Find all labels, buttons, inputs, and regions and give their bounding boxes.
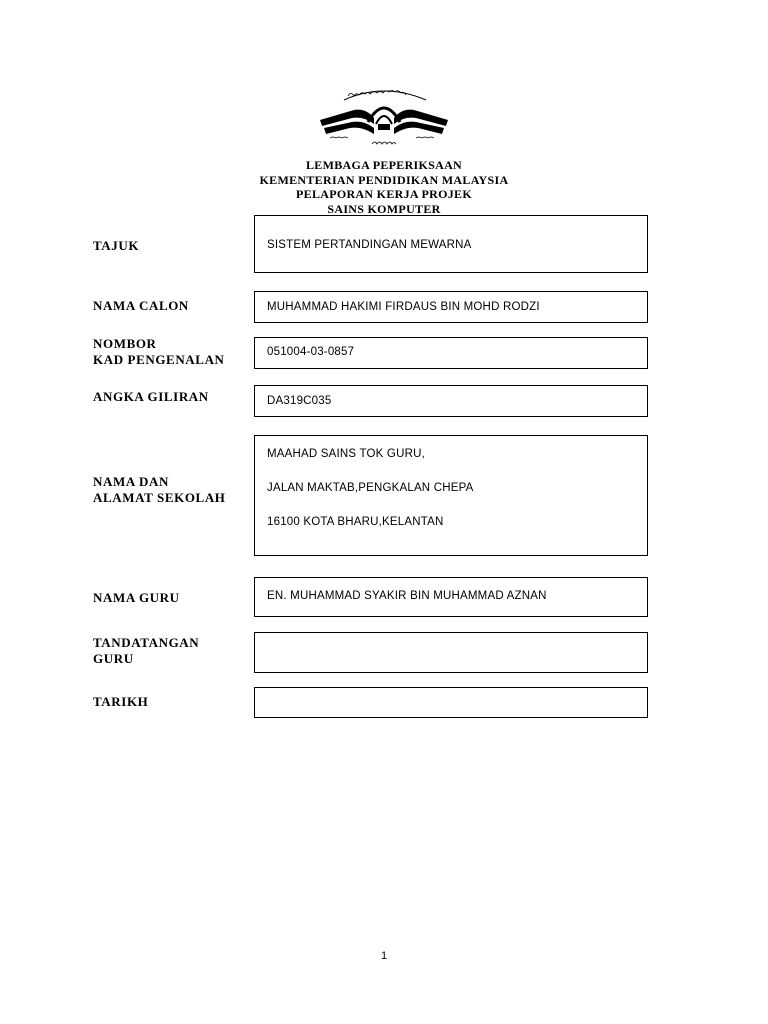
sekolah-label-line-1: NAMA DAN [93,474,169,489]
nombor-kp-field[interactable] [254,337,648,369]
nama-calon-value: MUHAMMAD HAKIMI FIRDAUS BIN MOHD RODZI [267,301,540,313]
page-number: 1 [380,950,388,962]
angka-giliran-field[interactable] [254,385,648,417]
angka-giliran-label: ANGKA GILIRAN [93,389,209,404]
sekolah-label [93,474,226,505]
nama-guru-label: NAMA GURU [93,590,180,605]
tajuk-label: TAJUK [93,238,140,253]
header-line-4: SAINS KOMPUTER [327,201,441,216]
nombor-kp-label-line-1: NOMBOR [93,336,157,351]
angka-giliran-value: DA319C035 [267,395,332,407]
tandatangan-guru-field[interactable] [254,632,648,673]
sekolah-address-line-3: 16100 KOTA BHARU,KELANTAN [267,516,444,528]
tajuk-value: SISTEM PERTANDINGAN MEWARNA [267,239,472,251]
header-line-3: PELAPORAN KERJA PROJEK [296,187,472,201]
lembaga-peperiksaan-emblem-logo [316,80,452,150]
sekolah-address-line-2: JALAN MAKTAB,PENGKALAN CHEPA [267,482,474,494]
sekolah-address-line-1: MAAHAD SAINS TOK GURU, [267,448,425,460]
header-line-1: LEMBAGA PEPERIKSAAN [305,158,463,172]
nama-calon-label: NAMA CALON [93,298,189,313]
nama-calon-field[interactable] [254,291,648,323]
nombor-kp-label-line-2: KAD PENGENALAN [93,351,225,367]
tandatangan-guru-label-line-2: GURU [93,650,134,666]
tajuk-field[interactable] [254,215,648,273]
nombor-kp-label [93,336,225,367]
sekolah-label-line-2: ALAMAT SEKOLAH [93,489,226,505]
tarikh-label: TARIKH [93,694,149,709]
nama-guru-value: EN. MUHAMMAD SYAKIR BIN MUHAMMAD AZNAN [267,590,547,602]
tandatangan-guru-label [93,635,199,666]
sekolah-field[interactable] [254,435,648,556]
nama-guru-field[interactable] [254,577,648,617]
document-header [184,158,584,216]
nombor-kp-value: 051004-03-0857 [267,346,355,358]
tandatangan-guru-label-line-1: TANDATANGAN [93,635,200,650]
tarikh-field[interactable] [254,687,648,718]
header-line-2: KEMENTERIAN PENDIDIKAN MALAYSIA [259,172,509,187]
